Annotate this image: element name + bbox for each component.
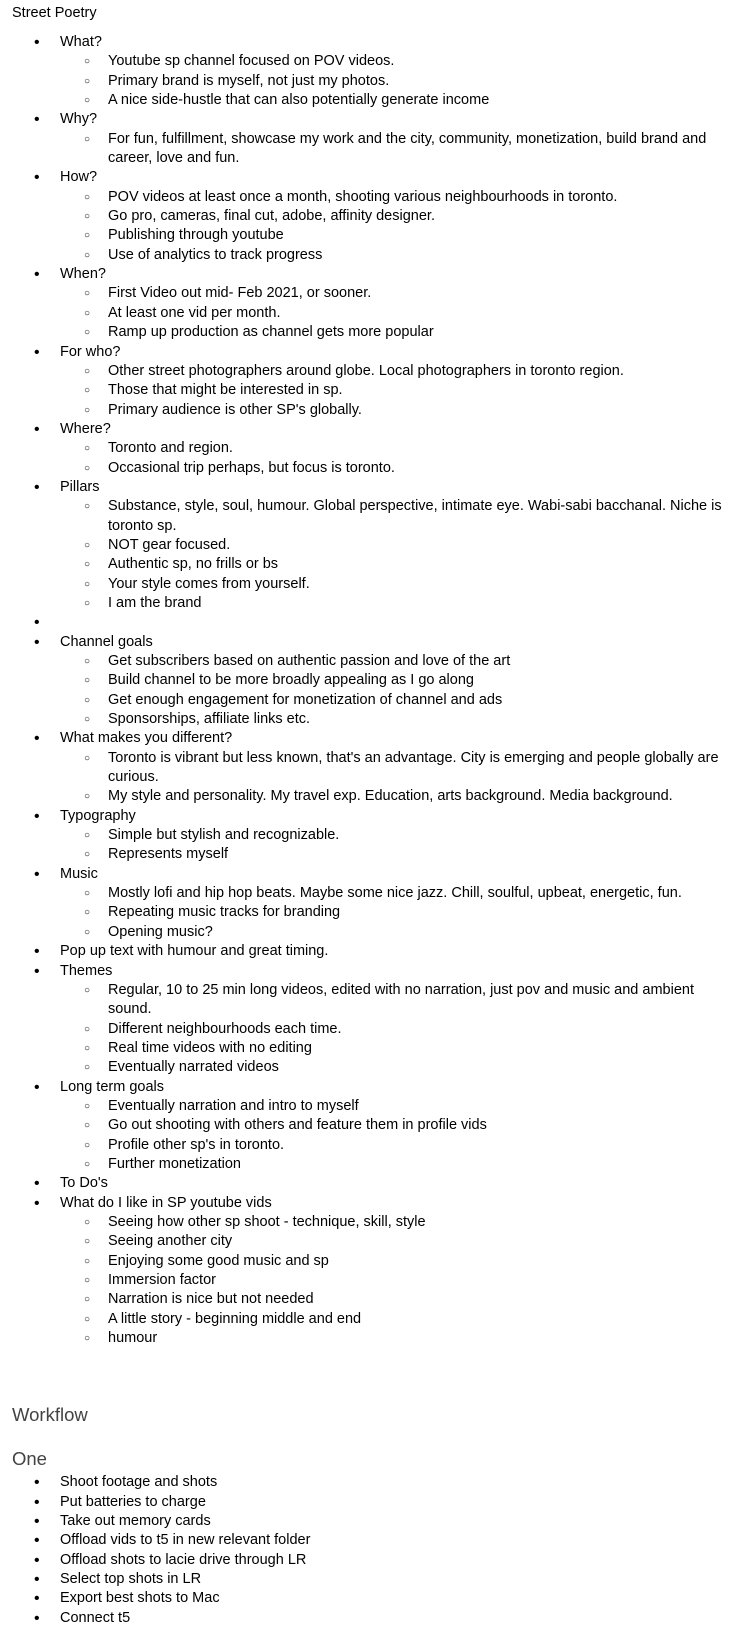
- sub-item: ○ Toronto is vibrant but less known, that's an advantage. City is emerging and people globally are curious.: [60, 749, 726, 788]
- outline-item-label: Music: [60, 865, 98, 882]
- sub-item: ○ Other street photographers around globe. Local photographers in toronto region.: [60, 362, 726, 381]
- outline-item-label: Channel goals: [60, 633, 153, 650]
- sub-item: ○ Narration is nice but not needed: [60, 1290, 726, 1309]
- sub-item: ○ Youtube sp channel focused on POV videos.: [60, 52, 726, 71]
- sub-item: ○ Further monetization: [60, 1155, 726, 1174]
- outline-item-label: What?: [60, 34, 102, 50]
- workflow-step: • Shoot footage and shots: [12, 1473, 726, 1492]
- outline-item-label: What do I like in SP youtube vids: [60, 1194, 272, 1211]
- outline-item-label: To Do's: [60, 1175, 108, 1192]
- sub-list: [60, 884, 726, 942]
- outline-item: [12, 962, 726, 1078]
- outline-item: [12, 1078, 726, 1175]
- outline-item: [12, 478, 726, 613]
- sub-item: ○ Sponsorships, affiliate links etc.: [60, 710, 726, 729]
- workflow-step: • Connect t5: [12, 1609, 726, 1628]
- outline-item-label: When?: [60, 266, 106, 283]
- sub-item: ○ Use of analytics to track progress: [60, 246, 726, 265]
- sub-item: ○ NOT gear focused.: [60, 536, 726, 555]
- sub-item: ○ Go pro, cameras, final cut, adobe, affinity designer.: [60, 207, 726, 226]
- sub-list: [60, 188, 726, 265]
- sub-item: ○ Different neighbourhoods each time.: [60, 1020, 726, 1039]
- outline-item: [12, 110, 726, 168]
- outline-item-label: What makes you different?: [60, 730, 233, 747]
- outline-item: [12, 265, 726, 342]
- outline-item: [12, 942, 726, 961]
- sub-item: ○ Seeing another city: [60, 1232, 726, 1251]
- sub-item: ○ A nice side-hustle that can also potentially generate income: [60, 91, 726, 110]
- sub-item: ○ Substance, style, soul, humour. Global perspective, intimate eye. Wabi-sabi bacchanal. Niche is toronto sp.: [60, 497, 726, 536]
- sub-item: ○ Regular, 10 to 25 min long videos, edited with no narration, just pov and music and ambient sound.: [60, 981, 726, 1020]
- outline-item-label: Typography: [60, 807, 136, 824]
- sub-item: ○ Eventually narrated videos: [60, 1058, 726, 1077]
- sub-list: [60, 652, 726, 729]
- outline-item: [12, 1194, 726, 1349]
- sub-item: ○ Occasional trip perhaps, but focus is toronto.: [60, 459, 726, 478]
- outline-list: [12, 33, 726, 1348]
- sub-list: [60, 52, 726, 110]
- sub-item: ○ Primary audience is other SP's globally.: [60, 401, 726, 420]
- sub-item: ○ Get enough engagement for monetization of channel and ads: [60, 691, 726, 710]
- sub-item: ○ For fun, fulfillment, showcase my work and the city, community, monetization, build brand and career, love and fun.: [60, 130, 726, 169]
- outline-item-label: [60, 614, 64, 630]
- workflow-step: • Select top shots in LR: [12, 1570, 726, 1589]
- sub-list: [60, 749, 726, 807]
- sub-item: ○ At least one vid per month.: [60, 304, 726, 323]
- sub-item: ○ A little story - beginning middle and end: [60, 1310, 726, 1329]
- outline-item-label: Why?: [60, 111, 98, 128]
- workflow-step: • Export best shots to Mac: [12, 1589, 726, 1608]
- sub-item: ○ Toronto and region.: [60, 439, 726, 458]
- sub-list: [60, 1097, 726, 1174]
- sub-item: ○ Authentic sp, no frills or bs: [60, 555, 726, 574]
- sub-list: [60, 981, 726, 1078]
- sub-list: [60, 284, 726, 342]
- workflow-step: • Offload vids to t5 in new relevant folder: [12, 1531, 726, 1550]
- workflow-heading: Workflow: [12, 1404, 88, 1426]
- outline-item: [12, 613, 726, 632]
- outline-item-label: Long term goals: [60, 1078, 164, 1095]
- sub-item: ○ Those that might be interested in sp.: [60, 381, 726, 400]
- sub-item: ○ Seeing how other sp shoot - technique, skill, style: [60, 1213, 726, 1232]
- sub-item: ○ Your style comes from yourself.: [60, 575, 726, 594]
- document-title: Street Poetry: [12, 5, 97, 21]
- outline-item-label: How?: [60, 169, 98, 186]
- outline-item: [12, 633, 726, 730]
- sub-item: ○ Build channel to be more broadly appealing as I go along: [60, 671, 726, 690]
- outline-item: [12, 168, 726, 265]
- one-heading: One: [12, 1448, 47, 1470]
- one-list: [12, 1473, 726, 1628]
- sub-item: ○ Get subscribers based on authentic passion and love of the art: [60, 652, 726, 671]
- sub-item: ○ Publishing through youtube: [60, 226, 726, 245]
- spacer: [12, 1348, 726, 1403]
- sub-list: [60, 1213, 726, 1348]
- sub-item: ○ I am the brand: [60, 594, 726, 613]
- sub-item: ○ humour: [60, 1329, 726, 1348]
- outline-item: [12, 729, 726, 806]
- sub-item: ○ Eventually narration and intro to myself: [60, 1097, 726, 1116]
- workflow-step: • Offload shots to lacie drive through LR: [12, 1551, 726, 1570]
- sub-list: [60, 130, 726, 169]
- sub-item: ○ Represents myself: [60, 845, 726, 864]
- sub-list: [60, 497, 726, 613]
- sub-item: ○ Real time videos with no editing: [60, 1039, 726, 1058]
- outline-item: [12, 33, 726, 110]
- outline-item-label: Where?: [60, 420, 111, 437]
- sub-item: ○ First Video out mid- Feb 2021, or sooner.: [60, 284, 726, 303]
- outline-item: [12, 865, 726, 942]
- sub-item: ○ Enjoying some good music and sp: [60, 1252, 726, 1271]
- outline-item: [12, 1174, 726, 1193]
- sub-item: ○ Profile other sp's in toronto.: [60, 1136, 726, 1155]
- outline-item-label: For who?: [60, 343, 121, 360]
- sub-item: ○ Go out shooting with others and feature them in profile vids: [60, 1116, 726, 1135]
- outline-item: [12, 420, 726, 478]
- sub-item: ○ POV videos at least once a month, shooting various neighbourhoods in toronto.: [60, 188, 726, 207]
- sub-list: [60, 826, 726, 865]
- sub-item: ○ My style and personality. My travel exp. Education, arts background. Media background.: [60, 787, 726, 806]
- sub-item: ○ Simple but stylish and recognizable.: [60, 826, 726, 845]
- outline-item-label: Themes: [60, 962, 113, 979]
- sub-list: [60, 439, 726, 478]
- sub-list: [60, 362, 726, 420]
- sub-item: ○ Opening music?: [60, 923, 726, 942]
- sub-item: ○ Immersion factor: [60, 1271, 726, 1290]
- workflow-step: • Take out memory cards: [12, 1512, 726, 1531]
- sub-item: ○ Repeating music tracks for branding: [60, 903, 726, 922]
- outline-item-label: Pillars: [60, 478, 100, 495]
- sub-item: ○ Primary brand is myself, not just my photos.: [60, 72, 726, 91]
- outline-item-label: Pop up text with humour and great timing.: [60, 943, 329, 960]
- workflow-step: • Put batteries to charge: [12, 1493, 726, 1512]
- outline-item: [12, 807, 726, 865]
- outline-item: [12, 343, 726, 420]
- sub-item: ○ Ramp up production as channel gets more popular: [60, 323, 726, 342]
- sub-item: ○ Mostly lofi and hip hop beats. Maybe some nice jazz. Chill, soulful, upbeat, energetic, fun.: [60, 884, 726, 903]
